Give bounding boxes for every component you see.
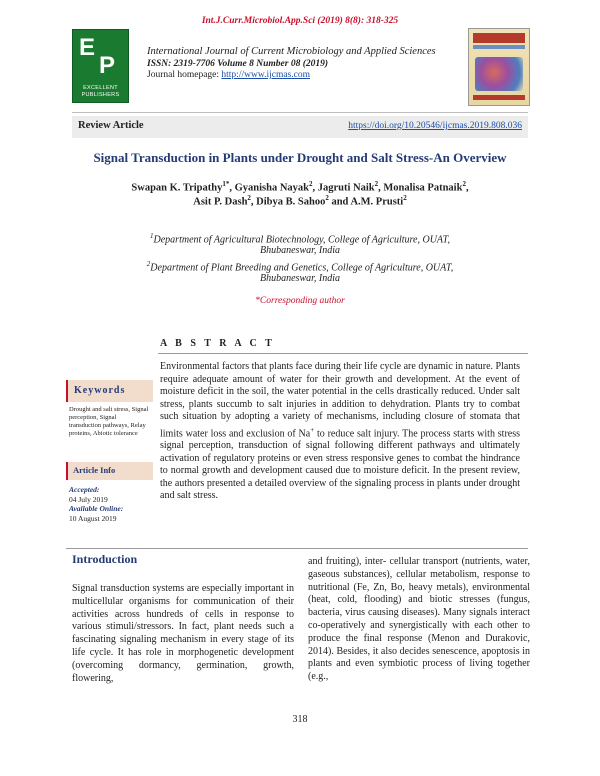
author-separator: ,: [229, 182, 235, 194]
author-name: Asit P. Dash: [193, 196, 248, 208]
keywords-heading: Keywords: [74, 385, 126, 396]
available-online-label: Available Online:: [69, 504, 124, 513]
author-name: Swapan K. Tripathy: [131, 182, 223, 194]
cover-illustration: [475, 57, 523, 91]
abstract-text-part: to reduce salt injury. The process starts with stress signal perception, transduction of signal following different pathways and ultimately activation of regulatory proteins or even stress responsive genes to combat the hindrance to normal growth and development caused due to moisture deficit. In the present review, the authors presented a detailed overview of the signaling process in plants under drought and salt stress.: [160, 427, 521, 502]
journal-header-info: [147, 46, 457, 80]
sodium-ion-sup: +: [310, 425, 315, 434]
introduction-left-column: Signal transduction systems are especially important in multicellular organisms for communication of their activities across hundreds of cells in response to various stimuli/stressors. In fact, plant needs such a fascinating signaling mechanism in every stage of its life cycle. It has role in morphogenetic development (overcoming dormancy, germination, growth, flowering,: [72, 583, 294, 684]
author-affiliation-sup: 2: [309, 180, 313, 188]
author-affiliation-sup: 1*: [222, 180, 230, 188]
author-affiliation-sup: 2: [247, 194, 251, 202]
accepted-date: 04 July 2019: [69, 494, 108, 504]
cover-strip: [473, 45, 525, 49]
author-separator: ,: [312, 182, 318, 194]
logo-letter-e: E: [79, 34, 96, 61]
logo-text-publishers: PUBLISHERS: [81, 92, 120, 98]
introduction-heading: Introduction: [72, 552, 138, 566]
affiliation-2-city: Bhubaneswar, India: [260, 273, 340, 284]
section-divider: [66, 548, 528, 549]
homepage-label: Journal homepage:: [147, 70, 220, 80]
journal-cover-image: [468, 28, 530, 106]
author-name: Gyanisha Nayak: [234, 182, 309, 194]
accepted-label: Accepted:: [69, 485, 100, 494]
journal-homepage: [147, 70, 457, 80]
publisher-logo: [72, 29, 129, 103]
author-separator: ,: [465, 182, 469, 194]
author-name: Jagruti Naik: [317, 182, 375, 194]
author-affiliation-sup: 2: [374, 180, 379, 188]
article-type: Review Article: [78, 120, 144, 131]
article-info-body: [69, 485, 151, 523]
page-number: 318: [292, 714, 308, 725]
article-info-header: [66, 462, 153, 480]
author-line-2: [72, 194, 528, 208]
affiliation-text: Department of Plant Breeding and Genetics, College of Agriculture, OUAT,: [150, 262, 454, 274]
logo-text-excellent: EXCELLENT: [83, 85, 118, 91]
corresponding-author-note: *Corresponding author: [255, 296, 345, 306]
affiliation-text: Department of Agricultural Biotechnology, College of Agriculture, OUAT,: [153, 234, 450, 246]
cover-footer-band: [473, 95, 525, 100]
affiliation-sup: 1: [150, 232, 154, 240]
abstract-divider: [158, 353, 528, 354]
keywords-header: [66, 380, 153, 402]
author-line-1: [72, 180, 528, 194]
author-affiliation-sup: 2: [462, 180, 466, 188]
affiliation-sup: 2: [146, 260, 151, 268]
article-sidebar: [66, 380, 151, 530]
author-separator: ,: [250, 196, 257, 208]
abstract-text-part: Environmental factors that plants face during their life cycle are dynamic in nature. Plants require adequate amount of water for their growth and development. At the event of moisture deficit in the soil, the water potential in the cells drastically reduced. Under salt stress, plants succumb to salt injuries in addition to dehydration. Plants try to combat such situation by adopting a variety of mechanisms, including closure of stomata that limits water loss and exclusion of Na: [160, 361, 520, 439]
doi-link[interactable]: https://doi.org/10.20546/ijcmas.2019.808.036: [348, 121, 522, 131]
author-name: Dibya B. Sahoo: [256, 196, 326, 208]
journal-name: International Journal of Current Microbiology and Applied Sciences: [147, 46, 436, 57]
journal-citation: Int.J.Curr.Microbiol.App.Sci (2019) 8(8): 318-325: [201, 16, 399, 26]
cover-title-band: [473, 33, 525, 43]
affiliation-1: [72, 232, 528, 245]
homepage-link[interactable]: http://www.ijcmas.com: [221, 70, 310, 80]
author-name: Monalisa Patnaik: [383, 182, 463, 194]
introduction-right-column: and fruiting), inter- cellular transport (nutrients, water, gaseous substances), cellular metabolism, response to nutritional (Fe, Zn, Bo, heavy metals), environmental (heat, cold, flooding) and biotic stresses (fungus, bacteria, virus causing diseases). Many signals interact co-operatively and synergistically with each other to produce the final response (Menon and Durakovic, 2014). Besides, it also decides senescence, apoptosis in plants and even symbiotic process of living together (e.g.,: [308, 556, 530, 683]
available-online-date: 10 August 2019: [69, 513, 117, 523]
article-info-heading: Article Info: [73, 465, 116, 475]
abstract-body: [160, 361, 520, 503]
issn-volume: ISSN: 2319-7706 Volume 8 Number 08 (2019): [147, 59, 329, 69]
author-separator: ,: [378, 182, 384, 194]
author-affiliation-sup: 2: [325, 194, 329, 202]
abstract-heading: A B S T R A C T: [160, 338, 275, 349]
author-name: A.M. Prusti: [350, 196, 404, 208]
logo-letter-p: P: [99, 52, 116, 79]
affiliation-1-city: Bhubaneswar, India: [260, 245, 340, 256]
article-title: Signal Transduction in Plants under Drought and Salt Stress-An Overview: [93, 150, 507, 165]
affiliation-2: [72, 260, 528, 273]
keywords-list: Drought and salt stress, Signal perception, Signal transduction pathways, Relay proteins, Abiotic tolerance: [69, 406, 149, 437]
author-affiliation-sup: 2: [403, 194, 407, 202]
author-separator: and: [328, 196, 351, 208]
header-divider: [72, 112, 528, 113]
